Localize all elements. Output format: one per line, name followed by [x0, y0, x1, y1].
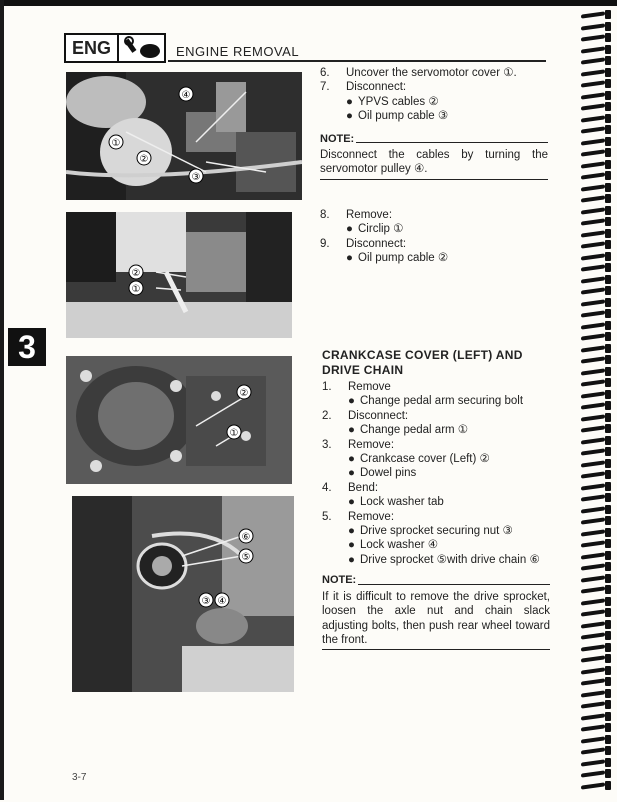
step-6: 6. Uncover the servomotor cover ①. [320, 67, 517, 79]
binding-coil [581, 748, 611, 755]
binding-coil [581, 553, 611, 560]
binding-coil [581, 127, 611, 134]
binding-coil [581, 139, 611, 146]
bullet: ● Lock washer tab [348, 496, 444, 509]
bullet-oil-pump-cable: ● Oil pump cable ② [346, 252, 449, 265]
binding-coil [581, 208, 611, 215]
callout-1: ① [111, 138, 121, 149]
binding-coil [581, 668, 611, 675]
binding-coil [581, 116, 611, 123]
note-label: NOTE: [320, 132, 548, 146]
binding-coil [581, 633, 611, 640]
binding-coil [581, 380, 611, 387]
binding-coil [581, 564, 611, 571]
callout-2: ② [131, 268, 141, 279]
header-rule [168, 60, 546, 62]
binding-coil [581, 58, 611, 65]
binding-coil [581, 737, 611, 744]
page-number: 3-7 [72, 772, 87, 783]
binding-coil [581, 24, 611, 31]
binding-coil [581, 725, 611, 732]
binding-coil [581, 518, 611, 525]
spiral-binding [577, 12, 617, 802]
binding-coil [581, 622, 611, 629]
binding-coil [581, 461, 611, 468]
binding-coil [581, 426, 611, 433]
binding-coil [581, 438, 611, 445]
binding-coil [581, 403, 611, 410]
binding-coil [581, 714, 611, 721]
binding-coil [581, 587, 611, 594]
callout-3: ③ [191, 172, 201, 183]
binding-coil [581, 254, 611, 261]
callout-4: ④ [217, 596, 227, 607]
steps-circlip [320, 208, 548, 266]
bullet-ypvs-cables: ● YPVS cables ② [346, 95, 439, 108]
binding-coil [581, 277, 611, 284]
binding-coil [581, 392, 611, 399]
binding-coil [581, 93, 611, 100]
binding-coil [581, 507, 611, 514]
binding-coil [581, 162, 611, 169]
callout-2: ② [239, 388, 249, 399]
binding-coil [581, 771, 611, 778]
bullet: ● Crankcase cover (Left) ② [348, 453, 490, 466]
binding-coil [581, 104, 611, 111]
binding-coil [581, 369, 611, 376]
binding-coil [581, 610, 611, 617]
steps-crankcase [322, 348, 550, 650]
callout-1: ① [131, 284, 141, 295]
binding-coil [581, 35, 611, 42]
binding-coil [581, 231, 611, 238]
binding-coil [581, 495, 611, 502]
binding-coil [581, 415, 611, 422]
binding-coil [581, 760, 611, 767]
step-3: 3. Remove: [322, 438, 395, 451]
note-text: If it is difficult to remove the drive sprocket, loosen the axle nut and chain slack adjusting bolts, then push rear wheel toward the front. [322, 590, 550, 651]
photo-crankcase-cover [66, 356, 292, 484]
badge-label: ENG [66, 35, 119, 61]
photo-circlip [66, 212, 292, 338]
bullet-oil-pump-cable: ● Oil pump cable ③ [346, 110, 449, 123]
binding-coil [581, 645, 611, 652]
chapter-tab: 3 [8, 328, 46, 366]
binding-coil [581, 783, 611, 790]
step-1: 1. Remove [322, 381, 391, 393]
binding-coil [581, 300, 611, 307]
bullet: ● Lock washer ④ [348, 539, 439, 552]
section-heading: CRANKCASE COVER (LEFT) AND DRIVE CHAIN [322, 348, 523, 377]
callout-1: ① [229, 428, 239, 439]
bullet: ● Dowel pins [348, 467, 417, 480]
binding-coil [581, 346, 611, 353]
bullet: ● Change pedal arm securing bolt [348, 395, 524, 408]
binding-coil [581, 70, 611, 77]
binding-coil [581, 679, 611, 686]
binding-coil [581, 323, 611, 330]
step-4: 4. Bend: [322, 481, 379, 494]
bullet: ● Drive sprocket ⑤with drive chain ⑥ [348, 553, 540, 566]
note-text: Disconnect the cables by turning the servomotor pulley ④. [320, 148, 548, 180]
bullet-circlip: ● Circlip ① [346, 223, 404, 236]
section-badge [64, 33, 166, 63]
binding-coil [581, 173, 611, 180]
page-top-edge [0, 0, 617, 6]
section-title: ENGINE REMOVAL [176, 44, 300, 59]
bullet: ● Drive sprocket securing nut ③ [348, 525, 513, 538]
step-2: 2. Disconnect: [322, 409, 409, 422]
binding-coil [581, 656, 611, 663]
binding-coil [581, 702, 611, 709]
step-7: 7. Disconnect: [320, 81, 407, 94]
callout-3: ③ [201, 596, 211, 607]
callout-2: ② [139, 154, 149, 165]
binding-coil [581, 81, 611, 88]
binding-coil [581, 484, 611, 491]
step-8: 8. Remove: [320, 209, 393, 221]
binding-coil [581, 472, 611, 479]
binding-coil [581, 12, 611, 19]
binding-coil [581, 196, 611, 203]
binding-coil [581, 185, 611, 192]
binding-coil [581, 311, 611, 318]
page-left-edge [0, 0, 4, 800]
callout-6: ⑥ [241, 532, 251, 543]
binding-coil [581, 334, 611, 341]
binding-coil [581, 576, 611, 583]
binding-coil [581, 530, 611, 537]
binding-coil [581, 449, 611, 456]
binding-coil [581, 691, 611, 698]
binding-coil [581, 47, 611, 54]
binding-coil [581, 599, 611, 606]
bullet: ● Change pedal arm ① [348, 424, 469, 437]
callout-5: ⑤ [241, 552, 251, 563]
binding-coil [581, 219, 611, 226]
binding-coil [581, 288, 611, 295]
binding-coil [581, 265, 611, 272]
binding-coil [581, 541, 611, 548]
engine-wrench-icon [119, 35, 164, 61]
binding-coil [581, 242, 611, 249]
step-5: 5. Remove: [322, 510, 395, 523]
callout-4: ④ [181, 90, 191, 101]
note-label: NOTE: [322, 573, 550, 587]
binding-coil [581, 150, 611, 157]
photo-drive-sprocket [72, 496, 294, 692]
photo-servomotor [66, 72, 302, 200]
steps-servomotor [320, 66, 548, 180]
binding-coil [581, 357, 611, 364]
step-9: 9. Disconnect: [320, 237, 407, 250]
